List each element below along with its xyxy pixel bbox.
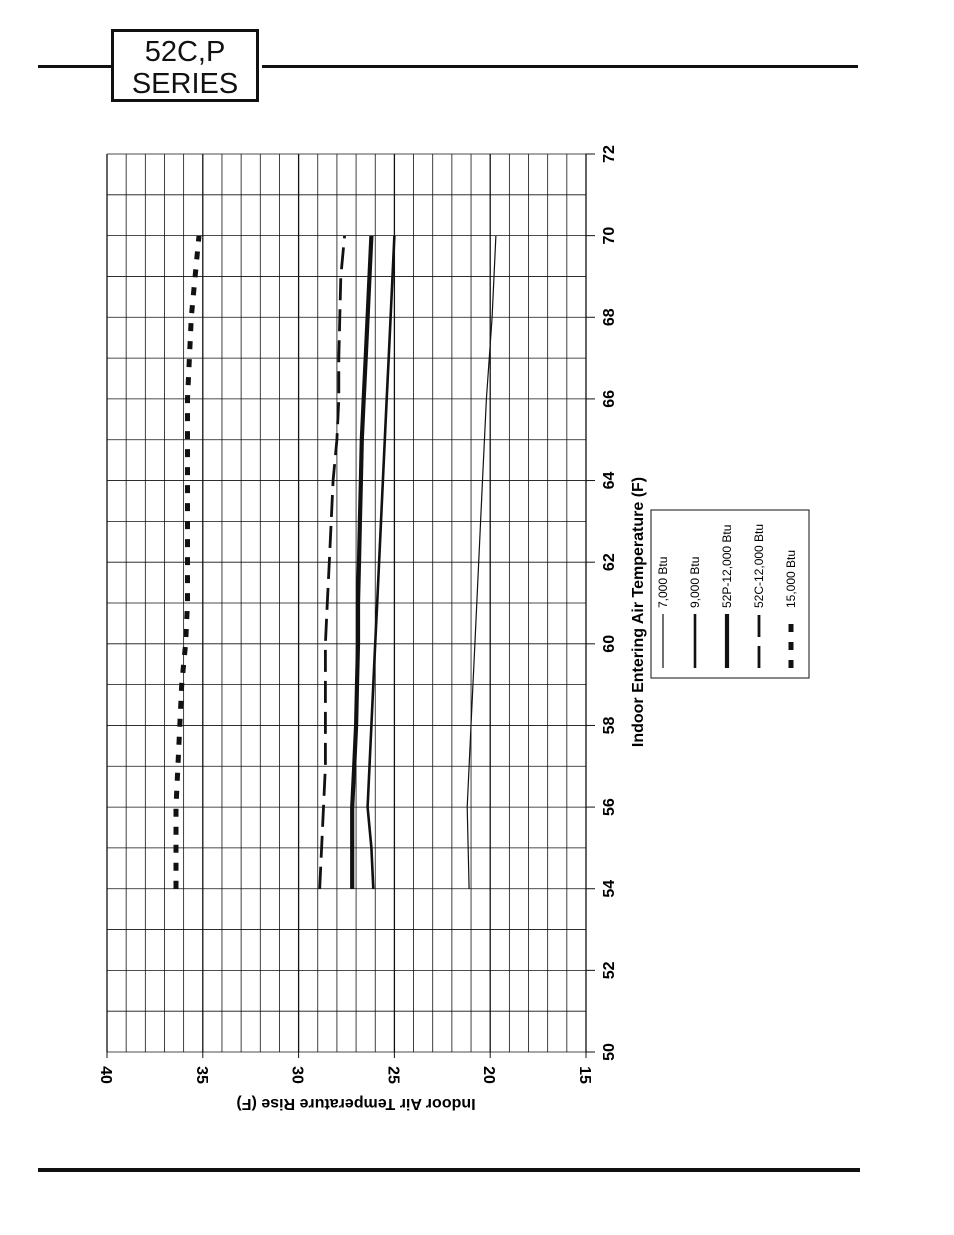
- legend-label: 7,000 Btu: [656, 556, 670, 608]
- x-tick-label: 60: [601, 634, 618, 653]
- x-tick-label: 66: [601, 390, 618, 408]
- chart-legend: [651, 510, 809, 678]
- x-tick-label: 72: [601, 145, 618, 163]
- x-tick-label: 62: [601, 553, 618, 572]
- legend-label: 52P-12,000 Btu: [720, 524, 734, 608]
- legend-label: 9,000 Btu: [688, 556, 702, 608]
- legend-label: 15,000 Btu: [784, 549, 798, 608]
- x-tick-label: 54: [601, 879, 618, 898]
- y-tick-label: 20: [480, 1066, 498, 1084]
- y-tick-label: 40: [97, 1066, 114, 1084]
- x-tick-label: 50: [601, 1043, 618, 1061]
- x-tick-label: 58: [601, 716, 618, 735]
- series-label-line2: SERIES: [131, 68, 239, 100]
- x-tick-label: 70: [601, 226, 618, 245]
- y-axis-label: Indoor Air Temperature Rise (F): [236, 1095, 476, 1112]
- y-tick-label: 30: [288, 1066, 306, 1084]
- x-tick-label: 68: [601, 308, 618, 327]
- x-tick-label: 56: [601, 798, 618, 816]
- series-label-line1: 52C,P: [144, 36, 226, 68]
- legend-label: 52C-12,000 Btu: [752, 523, 766, 608]
- x-tick-label: 64: [601, 471, 618, 490]
- y-tick-label: 25: [384, 1066, 402, 1084]
- x-axis-label: Indoor Entering Air Temperature (F): [630, 476, 647, 748]
- chart-grid: [107, 154, 595, 1058]
- x-tick-label: 52: [601, 961, 618, 980]
- y-tick-label: 15: [576, 1066, 593, 1084]
- y-tick-label: 35: [192, 1066, 210, 1084]
